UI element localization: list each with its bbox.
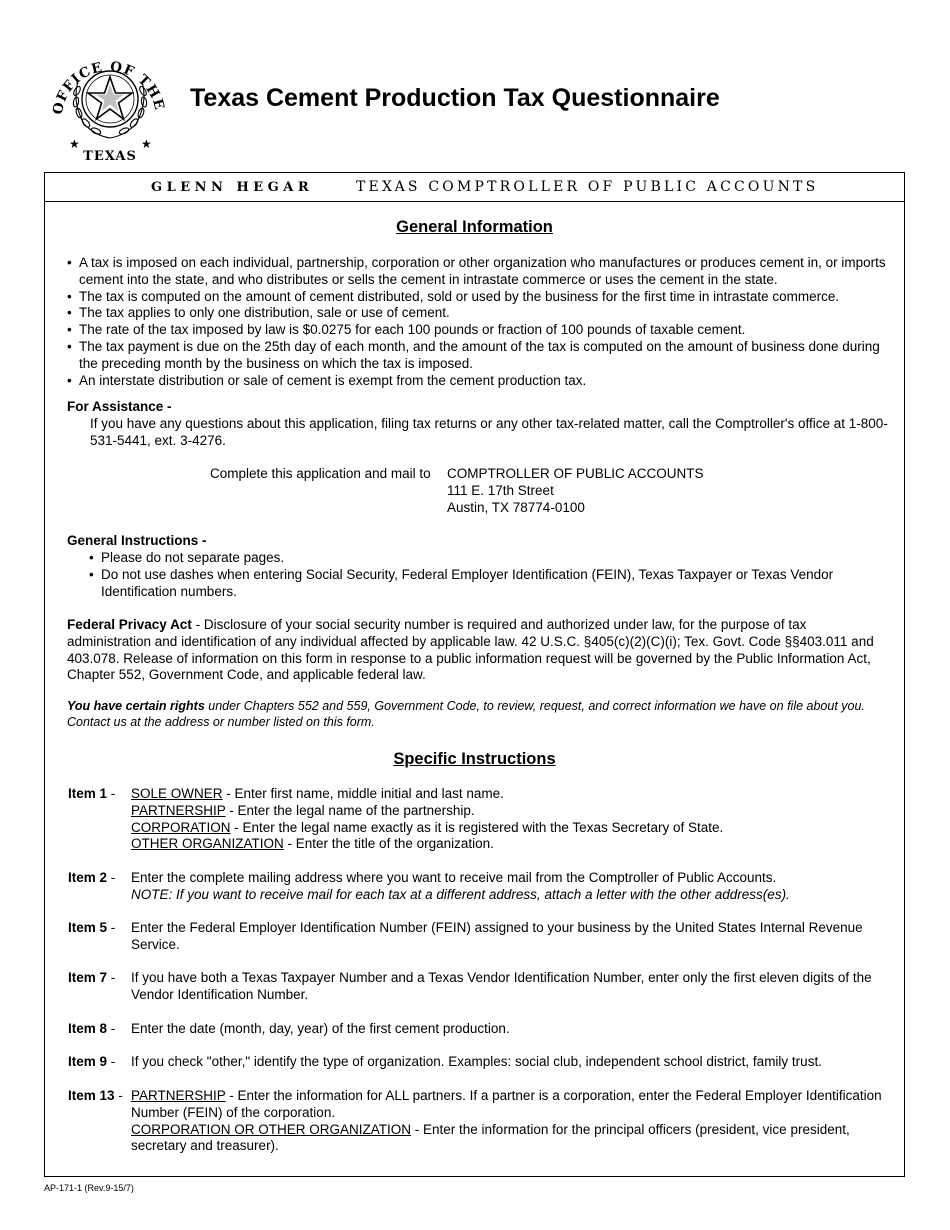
- general-information-list: [67, 255, 892, 389]
- partnership-term: PARTNERSHIP: [131, 802, 226, 818]
- info-bullet: • The rate of the tax imposed by law is $0.0275 for each 100 pounds or fraction of 100 pounds of taxable cement.: [67, 322, 892, 339]
- partnership-term: PARTNERSHIP: [131, 1088, 226, 1103]
- privacy-act-heading: Federal Privacy Act: [67, 617, 192, 632]
- sole-owner-term: SOLE OWNER: [131, 786, 223, 801]
- item-2: [68, 870, 888, 904]
- rights-text: under Chapters 552 and 559, Government Code, to review, request, and correct information we have on file about you. Contact us at the address or number listed on this form.: [67, 699, 865, 729]
- other-organization-term: OTHER ORGANIZATION: [131, 836, 284, 852]
- item-7: [68, 970, 888, 1004]
- comptroller-banner: [45, 173, 904, 202]
- svg-text:★: ★: [69, 137, 80, 151]
- info-bullet: • A tax is imposed on each individual, partnership, corporation or other organization who manufactures or produces cement in, or imports cement into the state, and who distributes or sells the cement in intrastate commerce or uses the cement in the state.: [67, 255, 892, 289]
- corporation-or-other-term: CORPORATION OR OTHER ORGANIZATION: [131, 1121, 412, 1137]
- item-label: Item 7 -: [68, 970, 116, 985]
- mail-address-line: Austin, TX 78774-0100: [447, 499, 585, 515]
- item-label: Item 5 -: [68, 920, 116, 935]
- svg-text:OFFICE OF THE COMPTROLLER: OFFICE OF THE: [49, 58, 168, 116]
- svg-text:★: ★: [141, 137, 152, 151]
- form-number: AP-171-1 (Rev.9-15/7): [44, 1183, 134, 1193]
- info-bullet: • The tax is computed on the amount of cement distributed, sold or used by the business for the first time in intrastate commerce.: [67, 289, 892, 306]
- info-bullet: • The tax applies to only one distribution, sale or use of cement.: [67, 305, 892, 322]
- item-label: Item 8 -: [68, 1021, 116, 1036]
- mail-address-line: 111 E. 17th Street: [447, 482, 554, 498]
- item-text: Enter the Federal Employer Identification Number (FEIN) assigned to your business by the United States Internal Revenue Service.: [131, 920, 863, 952]
- item-text: Enter the date (month, day, year) of the first cement production.: [131, 1021, 510, 1036]
- specific-instructions-heading: Specific Instructions: [393, 750, 556, 768]
- item-9: [68, 1054, 888, 1071]
- svg-text:TEXAS: TEXAS: [83, 149, 137, 164]
- rights-statement: [67, 699, 892, 730]
- general-information-heading: General Information: [396, 218, 553, 236]
- assistance-text: If you have any questions about this application, filing tax returns or any other tax-related matter, call the Comptroller's office at 1-800-531-5441, ext. 3-4276.: [90, 416, 888, 448]
- general-instructions-list: [89, 550, 889, 600]
- mail-address-line: COMPTROLLER OF PUBLIC ACCOUNTS: [447, 466, 704, 481]
- instruction-bullet: • Please do not separate pages.: [89, 550, 889, 567]
- item-1: Item 1 - SOLE OWNER - Enter first name, middle initial and last name. PARTNERSHIP - Enter the legal name of the partnership. CORPORATION - Enter the legal name exactly as it is registered with the Texas Secretary of State. OTHER ORGANIZATION - Enter the title of the organization.: [68, 786, 724, 852]
- comptroller-seal: [44, 36, 174, 164]
- item-note: NOTE: If you want to receive mail for each tax at a different address, attach a letter with the other address(es).: [131, 886, 790, 902]
- item-label: Item 13 -: [68, 1088, 123, 1103]
- privacy-act: [67, 617, 892, 684]
- office-name: TEXAS COMPTROLLER OF PUBLIC ACCOUNTS: [356, 179, 819, 195]
- item-label: Item 1 -: [68, 786, 116, 801]
- info-bullet: • An interstate distribution or sale of cement is exempt from the cement production tax.: [67, 373, 892, 390]
- rights-bold: You have certain rights: [67, 699, 205, 713]
- item-label: Item 9 -: [68, 1054, 116, 1069]
- general-instructions-heading: General Instructions -: [67, 533, 207, 548]
- mail-address: [447, 466, 704, 516]
- mail-label: Complete this application and mail to: [210, 466, 431, 481]
- assistance-heading: For Assistance -: [67, 399, 172, 414]
- item-8: [68, 1021, 888, 1038]
- item-text: If you have both a Texas Taxpayer Number and a Texas Vendor Identification Number, enter only the first eleven digits of the Vendor Identification Number.: [131, 970, 872, 1002]
- item-label: Item 2 -: [68, 870, 116, 885]
- form-frame: [44, 172, 905, 1177]
- item-text: If you check "other," identify the type of organization. Examples: social club, independent school district, family trust.: [131, 1054, 822, 1069]
- page-title: Texas Cement Production Tax Questionnaire: [190, 84, 720, 112]
- item-text: Enter the complete mailing address where you want to receive mail from the Comptroller of Public Accounts.: [131, 870, 777, 885]
- corporation-term: CORPORATION: [131, 819, 231, 835]
- info-bullet: • The tax payment is due on the 25th day of each month, and the amount of the tax is computed on the amount of business done during the preceding month by the business on which the tax is imposed.: [67, 339, 892, 373]
- item-13: Item 13 - PARTNERSHIP - Enter the information for ALL partners. If a partner is a corporation, enter the Federal Employer Identification Number (FEIN) of the corporation. CORPORATION OR OTHER ORGANIZATION - Enter the information for the principal officers (president, vice president, secretary and treasurer).: [68, 1088, 882, 1154]
- privacy-act-text: - Disclosure of your social security number is required and authorized under law, for the purpose of tax administration and identification of any individual affected by applicable law. 42 U.S.C. §405(c)(2)(C)(i); Tex. Govt. Code §§403.011 and 403.078. Release of information on this form in response to a public information request will be governed by the Public Information Act, Chapter 552, Government Code, and applicable federal law.: [67, 617, 874, 683]
- comptroller-name: GLENN HEGAR: [151, 180, 314, 195]
- instruction-bullet: • Do not use dashes when entering Social Security, Federal Employer Identification (FEIN), Texas Taxpayer or Texas Vendor Identification numbers.: [89, 567, 889, 601]
- item-5: [68, 920, 888, 954]
